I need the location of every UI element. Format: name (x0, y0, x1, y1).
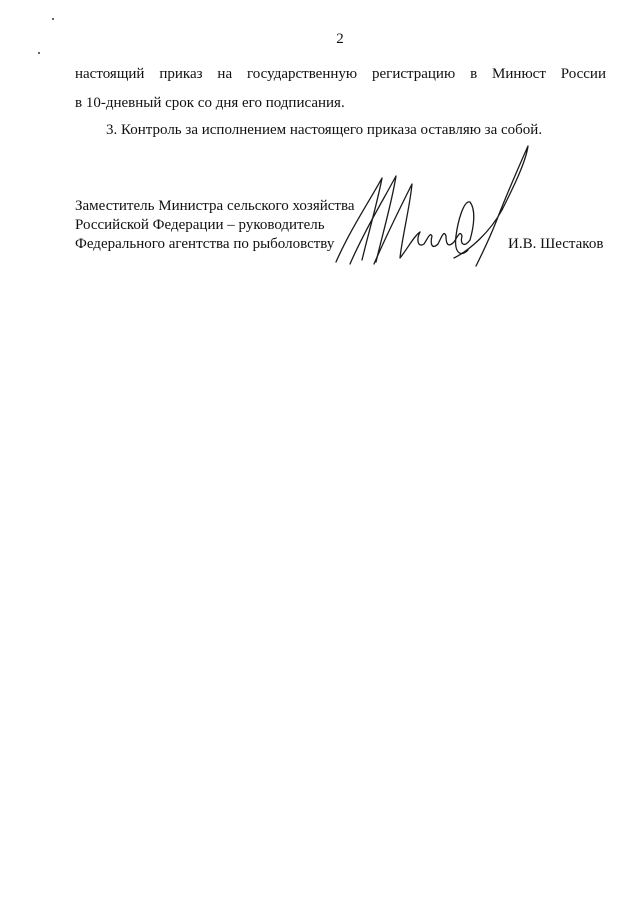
signer-name: И.В. Шестаков (508, 236, 604, 252)
position-line: Российской Федерации – руководитель (75, 217, 325, 233)
scan-speck (52, 18, 54, 20)
page-number: 2 (336, 31, 344, 47)
position-line: Федерального агентства по рыболовству (75, 236, 335, 252)
paragraph-line: в 10-дневный срок со дня его подписания. (75, 95, 345, 111)
position-line: Заместитель Министра сельского хозяйства (75, 198, 355, 214)
scan-speck (38, 52, 40, 54)
paragraph-control: 3. Контроль за исполнением настоящего приказа оставляю за собой. (106, 122, 543, 138)
handwritten-signature (330, 140, 540, 275)
signatory-position (75, 197, 355, 254)
paragraph-registration (75, 60, 606, 118)
paragraph-line: настоящий приказ на государственную регистрацию в Минюст России (75, 66, 606, 82)
